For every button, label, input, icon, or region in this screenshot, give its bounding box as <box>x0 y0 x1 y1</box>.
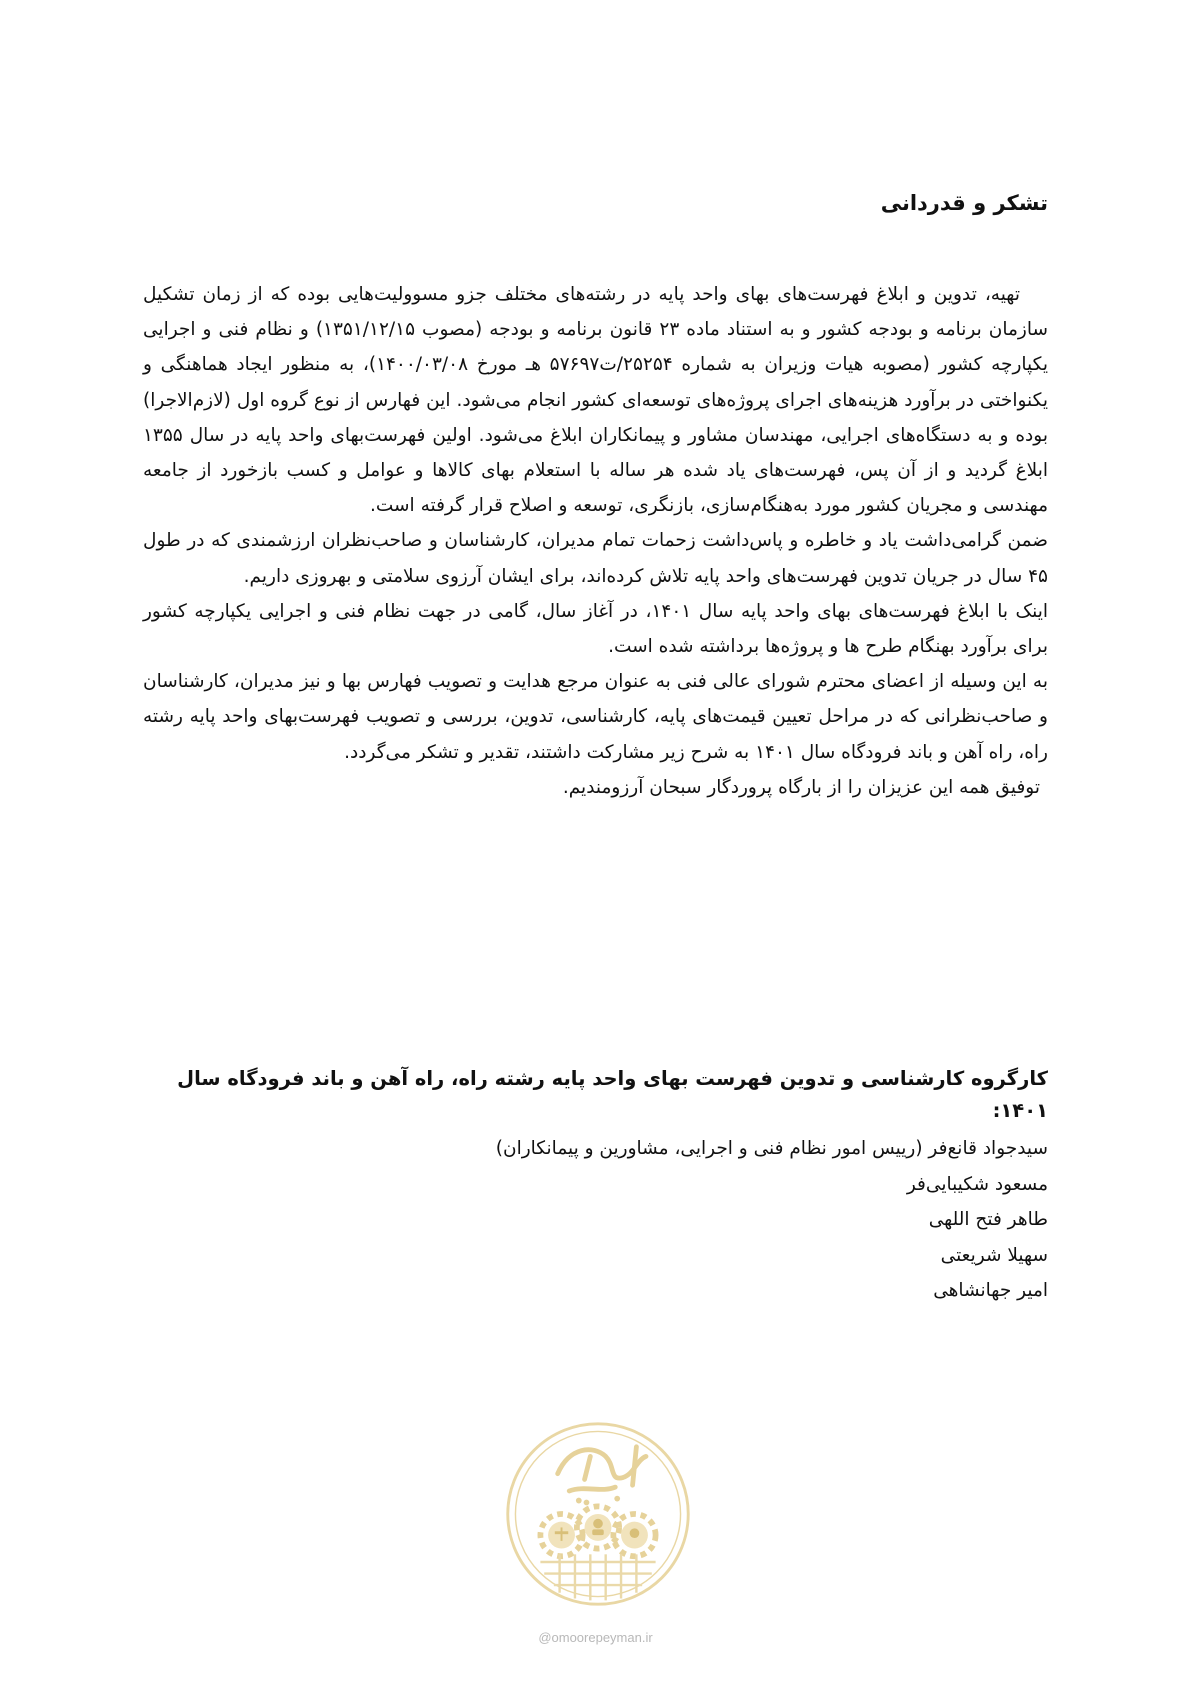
paragraph-announcement: اینک با ابلاغ فهرست‌های بهای واحد پایه سال ۱۴۰۱، در آغاز سال، گامی در جهت نظام فنی و اجرایی یکپارچه کشور برای برآورد بهنگام طرح ها و پروژه‌ها برداشته شده است. <box>143 600 1048 658</box>
committee-member: مسعود شکیبایی‌فر <box>906 1173 1048 1195</box>
committee-title: کارگروه کارشناسی و تدوین فهرست بهای واحد پایه رشته راه، راه آهن و باند فرودگاه سال ۱۴۰۱: <box>177 1067 1048 1122</box>
website-watermark: @omoorepeyman.ir <box>538 1630 653 1645</box>
committee-member: طاهر فتح اللهی <box>928 1209 1048 1230</box>
committee-member: سیدجواد قانع‌فر (ریيس امور نظام فنی و اجرایی، مشاورین و پیمانکاران) <box>495 1138 1048 1159</box>
committee-section <box>143 1063 1048 1309</box>
paragraph-closing: توفیق همه این عزیزان را از بارگاه پروردگار سبحان آرزومندیم. <box>562 776 1040 798</box>
paragraph-thanks: به این وسیله از اعضای محترم شورای عالی فنی به عنوان مرجع هدایت و تصویب فهارس بها و نیز مدیران، کارشناسان و صاحب‌نظرانی که در مراحل تعیین قیمت‌های پایه، کارشناسی، تدوین، بررسی و تصویب فهرست‌بهای واحد پایه رشته راه، راه آهن و باند فرودگاه سال ۱۴۰۱ به شرح زیر مشارکت داشتند، تقدیر و تشکر می‌گردد. <box>143 671 1048 763</box>
paragraph-remembrance: ضمن گرامی‌داشت یاد و خاطره و پاس‌داشت زحمات تمام مدیران، کارشناسان و صاحب‌نظران ارزشمندی که در طول ۴۵ سال در جریان تدوین فهرست‌های واحد پایه تلاش کرده‌اند، برای ایشان آرزوی سلامتی و بهروزی داریم. <box>143 530 1048 587</box>
omoore-peyman-logo-icon <box>502 1418 694 1610</box>
committee-member: امیر جهانشاهی <box>933 1280 1048 1301</box>
page-title: تشکر و قدردانی <box>880 191 1048 215</box>
committee-member: سهیلا شریعتی <box>940 1244 1048 1266</box>
paragraph-introduction: تهیه، تدوین و ابلاغ فهرست‌های بهای واحد پایه در رشته‌های مختلف جزو مسوولیت‌هایی بوده که از زمان تشکیل سازمان برنامه و بودجه کشور و به استناد ماده ۲۳ قانون برنامه و بودجه (مصوب ۱۳۵۱/۱۲/۱۵) و نظام فنی و اجرایی یکپارچه کشور (مصوبه هیات وزیران به شماره ۲۵۲۵۴/ت۵۷۶۹۷ هـ مورخ ۱۴۰۰/۰۳/۰۸)، به منظور ایجاد هماهنگی و یکنواختی در برآورد هزینه‌های اجرای پروژه‌های توسعه‌ای کشور انجام می‌شود. این فهارس از نوع گروه اول (لازم‌الاجرا) بوده و به دستگاه‌های اجرایی، مهندسان مشاور و پیمانکاران ابلاغ می‌شود. اولین فهرست‌بهای واحد پایه در سال ۱۳۵۵ ابلاغ گردید و از آن پس، فهرست‌های یاد شده هر ساله با استعلام بهای کالاها و عوامل و کسب بازخورد از جامعه مهندسی و مجریان کشور مورد به‌هنگام‌سازی، بازنگری، توسعه و اصلاح قرار گرفته است. <box>143 284 1048 517</box>
acknowledgement-body <box>143 277 1048 805</box>
